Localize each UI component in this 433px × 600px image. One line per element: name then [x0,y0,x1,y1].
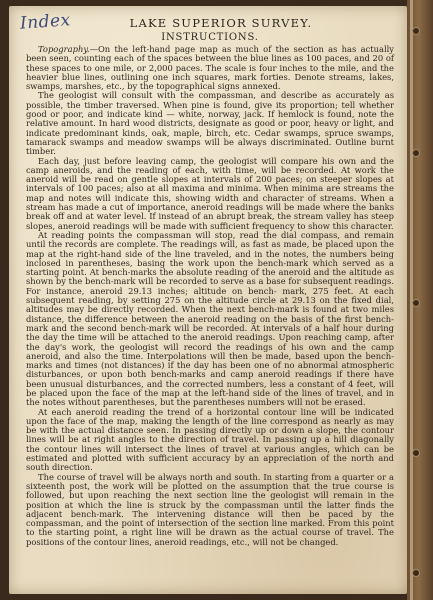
binding-edge [410,0,413,600]
paragraph-topography [26,45,394,91]
paragraph-text: The course of travel will be always north and south. In starting from a quarter or a sixteenth post, the work will be plotted on the assumption that the true course is followed, but upon reaching the next section line the geologist will remain in the position at which the line is struck by the compassman until the latter finds the adjacent bench-mark. The intervening distance will then be paced by the compassman, and the point of intersection of the section line marked. From this point to the starting point, a right line will be drawn as the actual course of travel. The positions of the contour lines, aneroid readings, etc., will not be changed. [26,471,394,547]
document-title: LAKE SUPERIOR SURVEY. [129,16,313,30]
document-content [19,10,394,547]
binding-stitch [413,300,419,306]
document-subtitle: INSTRUCTIONS. [161,32,259,43]
paragraph-text: At reading points the compassman will stop, read the dial compass, and remain until the records are complete. The readings will, as fast as made, be placed upon the map at the right-hand side of the line traveled, and in the notes, the numbers being inclosed in parentheses, basing the work upon the bench-mark which served as a starting point. At bench-marks the absolute reading of the aneroid and the altitude as shown by the bench-mark will be recorded to serve as a base for subsequent readings. For instance, aneroid 29.13 inches; altitude on bench- mark, 275 feet. At each subsequent reading, by setting 275 on the altitude circle at 29.13 on the fixed dial, altitudes may be directly recorded. When the next bench-mark is found at two miles distance, the difference between the aneroid reading on the basis of the first bench-mark and the second bench-mark will be recorded. At intervals of a half hour during the day the time will be attached to the aneroid readings. Upon reaching camp, after the day's work, the geologist will record the readings of his own and the camp aneroid, and also the time. Interpolations will then be made, based upon the bench-marks and times (not distances) if the day has been one of no abnormal atmospheric disturbances, or upon both bench-marks and camp aneroid readings if there have been unusual disturbances, and the corrected numbers, less a constant of 4 feet, will be placed upon the face of the map at the left-hand side of the lines of travel, and in the notes without parentheses, but the parentheses numbers will not be erased. [26,229,394,408]
paragraph-timber [26,91,394,156]
paragraph-contour-lines [26,408,394,473]
paragraph-course-of-travel [26,473,394,547]
binding-stitch [413,28,419,34]
notebook-binding [407,0,433,600]
paragraph-text: The geologist will consult with the compassman, and describe as accurately as possible, the timber traversed. When pine is found, give its proportion; tell whether good or poor, and indicate kind — white, norway, jack. If hemlock is found, note the relative amount. In hard wood districts, designate as good or poor, heavy or light, and indicate predominant kinds, oak, maple, birch, etc. Cedar swamps, spruce swamps, tamarack swamps and meadow swamps will be always discriminated. Outline burnt timber. [26,90,394,157]
paragraph-text: Each day, just before leaving camp, the geologist will compare his own and the camp aneroids, and the reading of each, with time, will be recorded. At work the aneroid will be read on gentle slopes at intervals of 200 paces; on steeper slopes at intervals of 100 paces; also at all maxima and minima. When minima are streams the map and notes will indicate this, showing width and character of streams. When a stream has made a cut of importance, aneroid readings will be made where the banks break off and at water level. If instead of an abrupt break, the stream valley has steep slopes, aneroid readings will be made with sufficient frequency to show this character. [26,155,394,231]
binding-stitch [413,150,419,156]
paragraph-reading-points [26,231,394,408]
binding-stitch [413,570,419,576]
paragraph-text: At each aneroid reading the trend of a horizontal contour line will be indicated upon the face of the map, making the length of the line correspond as nearly as may be with the actual distance seen. In passing directly up or down a slope, the contour lines will be at right angles to the direction of travel. In passing up a hill diagonally the contour lines will intersect the lines of travel at various angles, which can be estimated and plotted with sufficient accuracy by an appreciation of the north and south direction. [26,406,394,473]
paragraph-text: —On the left-hand page map as much of the section as has actually been seen, counting each of the spaces between the blue lines as 100 paces, and 20 of these spaces to one mile, or 2,000 paces. The scale is four inches to the mile, and the heavier blue lines, outlining one inch squares, mark forties. Denote streams, lakes, swamps, marshes, etc., by the topographical signs annexed. [26,44,394,92]
binding-stitch [413,450,419,456]
handwritten-note: Index [19,10,72,34]
header-row [19,10,394,34]
paragraph-aneroid [26,157,394,231]
paragraph-lead: Topography. [38,44,90,54]
